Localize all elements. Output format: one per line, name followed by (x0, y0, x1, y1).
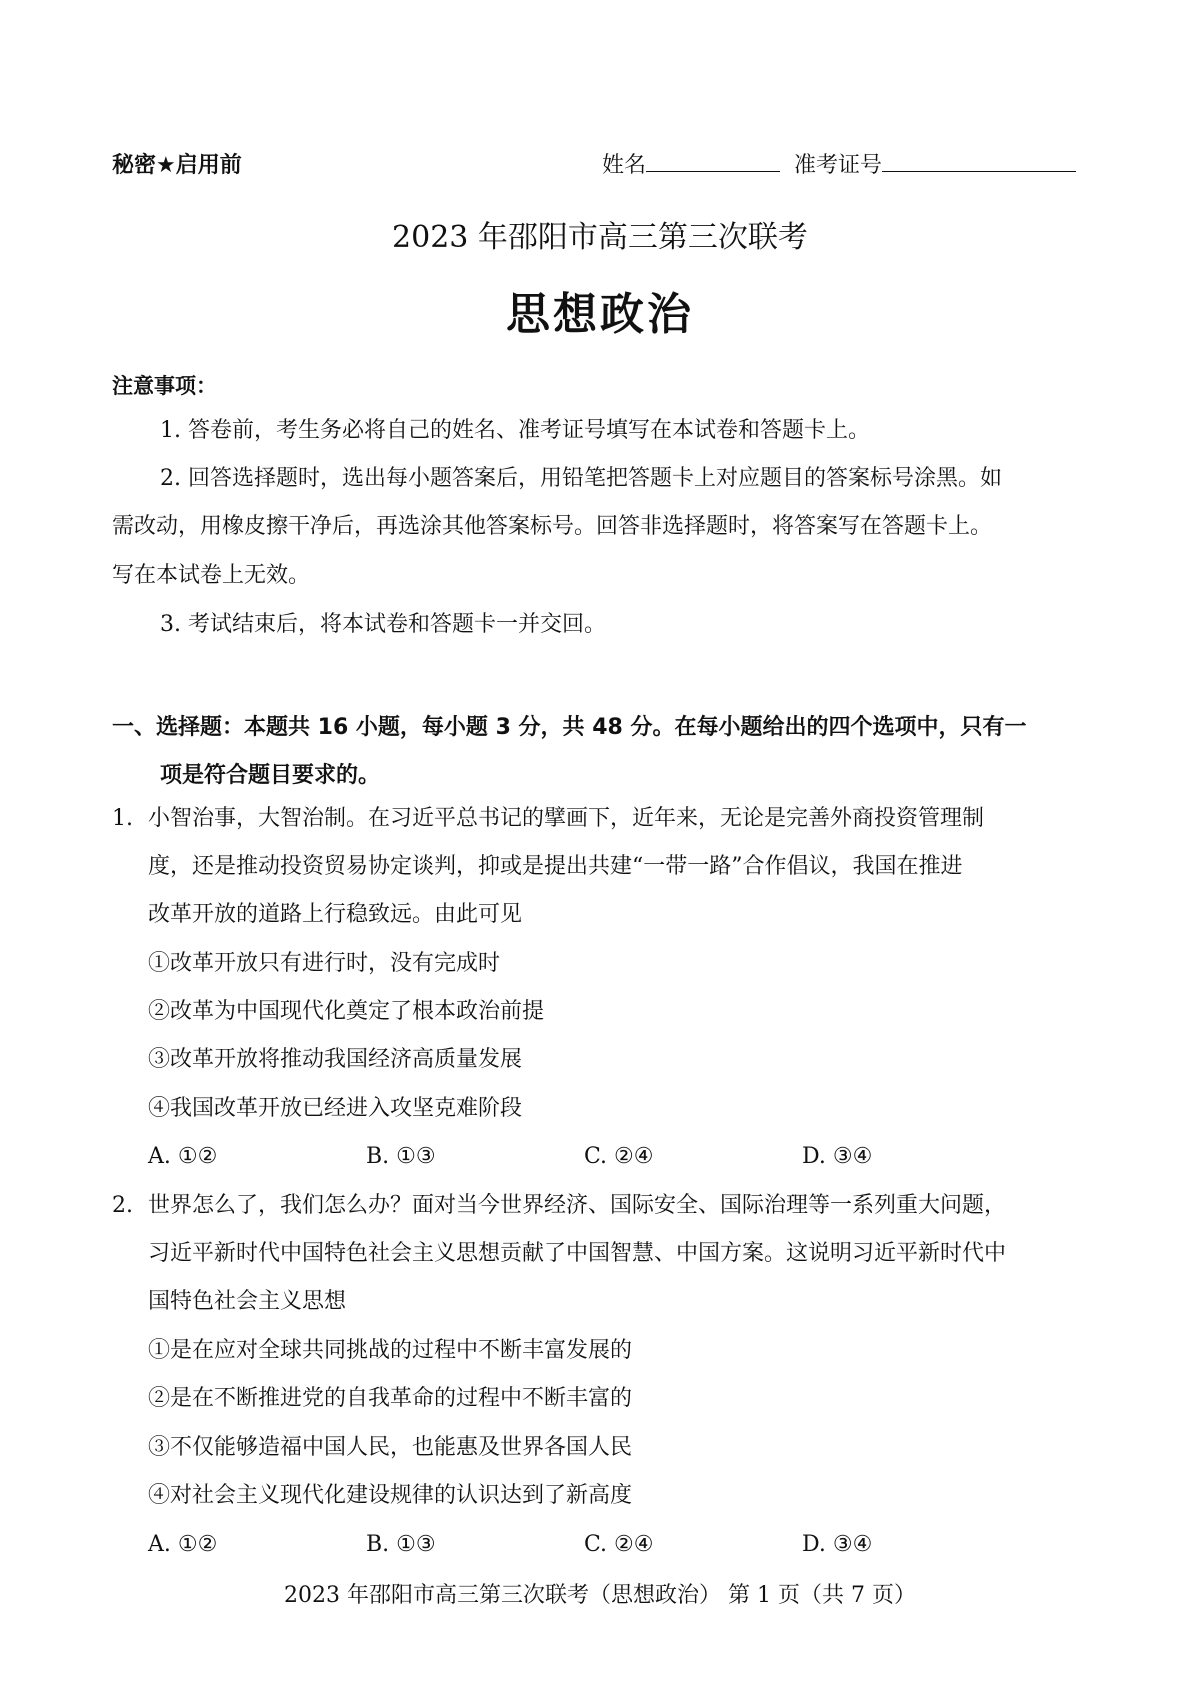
option-c: C. ②④ (584, 1144, 654, 1169)
notice-item: 2. 回答选择题时，选出每小题答案后，用铅笔把答题卡上对应题目的答案标号涂黑。如 (160, 466, 1002, 491)
option-b: B. ①③ (366, 1144, 436, 1169)
statement: ④我国改革开放已经进入攻坚克难阶段 (148, 1096, 523, 1121)
notice-item: 1. 答卷前，考生务必将自己的姓名、准考证号填写在本试卷和答题卡上。 (160, 418, 870, 443)
notice-item: 需改动，用橡皮擦干净后，再选涂其他答案标号。回答非选择题时，将答案写在答题卡上。 (112, 514, 993, 539)
name-blank (646, 151, 780, 172)
question-stem-line: 改革开放的道路上行稳致远。由此可见 (148, 902, 523, 927)
notice-heading: 注意事项： (112, 374, 217, 398)
name-label: 姓名 (602, 153, 647, 178)
question-stem-line: 习近平新时代中国特色社会主义思想贡献了中国智慧、中国方案。这说明习近平新时代中 (148, 1241, 1007, 1266)
section-heading-continued: 项是符合题目要求的。 (160, 763, 381, 788)
option-a: A. ①② (148, 1144, 218, 1169)
notice-item: 3. 考试结束后，将本试卷和答题卡一并交回。 (160, 612, 606, 637)
question-number: 1. (112, 806, 133, 831)
statement: ①是在应对全球共同挑战的过程中不断丰富发展的 (148, 1338, 633, 1363)
statement: ③改革开放将推动我国经济高质量发展 (148, 1047, 523, 1072)
question-stem-line: 世界怎么了，我们怎么办？面对当今世界经济、国际安全、国际治理等一系列重大问题， (148, 1193, 1007, 1218)
statement: ②改革为中国现代化奠定了根本政治前提 (148, 999, 545, 1024)
option-a: A. ①② (148, 1532, 218, 1557)
option-d: D. ③④ (802, 1532, 873, 1557)
page-footer: 2023 年邵阳市高三第三次联考（思想政治） 第 1 页（共 7 页） (284, 1583, 916, 1608)
question-number: 2. (112, 1193, 133, 1218)
question-stem-line: 国特色社会主义思想 (148, 1289, 347, 1314)
exam-title: 2023 年邵阳市高三第三次联考 (392, 220, 808, 255)
id-label: 准考证号 (794, 153, 883, 178)
option-c: C. ②④ (584, 1532, 654, 1557)
statement: ③不仅能够造福中国人民，也能惠及世界各国人民 (148, 1435, 633, 1460)
confidential-label: 秘密★启用前 (112, 153, 242, 178)
subject-title: 思想政治 (506, 289, 694, 340)
option-b: B. ①③ (366, 1532, 436, 1557)
section-heading: 一、选择题：本题共 16 小题，每小题 3 分，共 48 分。在每小题给出的四个选项中，只有一 (112, 715, 1027, 740)
statement: ④对社会主义现代化建设规律的认识达到了新高度 (148, 1483, 633, 1508)
statement: ①改革开放只有进行时，没有完成时 (148, 951, 501, 976)
candidate-info-row (602, 148, 1076, 179)
statement: ②是在不断推进党的自我革命的过程中不断丰富的 (148, 1386, 633, 1411)
notice-item: 写在本试卷上无效。 (112, 563, 311, 588)
id-blank (882, 151, 1076, 172)
option-d: D. ③④ (802, 1144, 873, 1169)
question-stem-line: 度，还是推动投资贸易协定谈判，抑或是提出共建“一带一路”合作倡议，我国在推进 (148, 854, 963, 879)
question-stem-line: 小智治事，大智治制。在习近平总书记的擘画下，近年来，无论是完善外商投资管理制 (148, 806, 985, 831)
